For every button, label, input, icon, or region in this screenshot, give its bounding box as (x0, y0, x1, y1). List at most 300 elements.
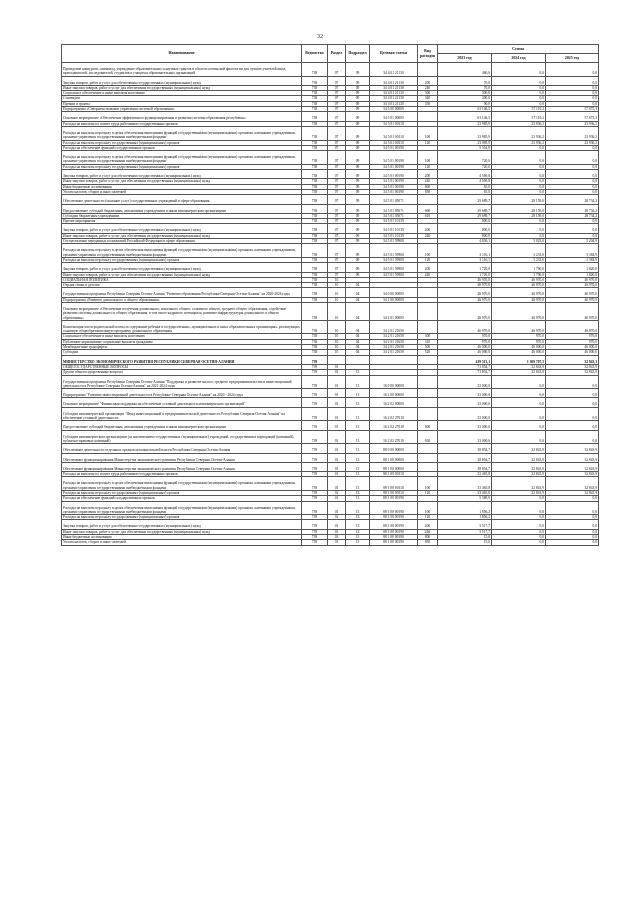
cell-y1: 300,0 (438, 91, 492, 96)
cell-y3: 970,0 (546, 339, 599, 344)
table-row (62, 355, 599, 364)
cell-y1: 3 116,1 (438, 244, 492, 258)
cell-y1: 29 689,7 (438, 204, 492, 213)
cell-y1: 23 985,9 (438, 126, 492, 140)
cell-rz: 07 (328, 257, 346, 262)
table-row (62, 195, 599, 204)
cell-y3: 0,0 (546, 520, 599, 529)
cell-rz: 01 (328, 370, 346, 375)
cell-pr: 13 (346, 453, 370, 462)
cell-y2: 970,0 (492, 334, 546, 339)
cell-ved: 738 (302, 239, 328, 244)
cell-y2: 28 159,0 (492, 204, 546, 213)
cell-y3: 0,0 (546, 515, 599, 520)
cell-rz: 10 (328, 283, 346, 288)
cell-y2: 0,0 (492, 407, 546, 421)
cell-y1: 29 689,7 (438, 195, 492, 204)
cell-y1: 800,0 (438, 219, 492, 224)
cell-cs: 88 1 00 00110 (370, 491, 418, 496)
cell-y2: 0,0 (492, 145, 546, 150)
cell-name: Расходы на выплаты персоналу в целях обеспечения выполнения функций государственными (муниципальными) органами, казенными учреждениями, органами управления государственными внебюджетными фондами (62, 244, 302, 258)
cell-y2: 46 000,0 (492, 350, 546, 355)
cell-cs: 88 0 00 00000 (370, 444, 418, 453)
cell-y3: 970,0 (546, 334, 599, 339)
cell-y1: 33 465,8 (438, 491, 492, 496)
cell-vr (418, 63, 438, 77)
cell-y1: 46 970,0 (438, 320, 492, 334)
table-row (62, 288, 599, 297)
cell-ved: 738 (302, 140, 328, 145)
cell-pr: 09 (346, 179, 370, 184)
cell-y2: 5 023,0 (492, 239, 546, 244)
cell-y3: 0,0 (546, 91, 599, 96)
cell-pr: 09 (346, 189, 370, 194)
cell-rz: 01 (328, 535, 346, 540)
cell-cs: 34 5 01 00110 (370, 121, 418, 126)
cell-pr: 09 (346, 224, 370, 233)
cell-ved: 738 (302, 189, 328, 194)
cell-ved: 738 (302, 76, 328, 85)
cell-pr: 13 (346, 407, 370, 421)
cell-rz: 07 (328, 195, 346, 204)
cell-y1: 71 854,7 (438, 370, 492, 375)
cell-name: Расходы на обеспечение функций государственных органов (62, 145, 302, 150)
cell-vr: 100 (418, 477, 438, 491)
cell-ved: 738 (302, 350, 328, 355)
cell-rz: 10 (328, 277, 346, 282)
cell-name: Предоставление субсидий бюджетным, автономным учреждениям и иным некоммерческим организациям (62, 421, 302, 430)
cell-vr: 200 (418, 76, 438, 85)
cell-y1: 33 465,8 (438, 477, 492, 491)
cell-cs: 34 5 00 00000 (370, 107, 418, 112)
cell-pr: 04 (346, 302, 370, 320)
cell-y1: 46 970,0 (438, 302, 492, 320)
cell-pr: 13 (346, 535, 370, 540)
cell-y3: 0,0 (546, 529, 599, 534)
cell-cs: 88 1 00 00190 (370, 535, 418, 540)
header-ministry: Ведомство (302, 45, 328, 63)
cell-vr: 600 (418, 421, 438, 430)
cell-pr: 04 (346, 339, 370, 344)
cell-name: Закупка товаров, работ и услуг для обеспечения государственных (муниципальных) нужд (62, 263, 302, 272)
cell-rz: 10 (328, 297, 346, 302)
cell-y1: 38 854,7 (438, 462, 492, 471)
cell-y2: 57 119,2 (492, 112, 546, 121)
cell-y1: 419 513,1 (438, 355, 492, 364)
cell-y2: 0,0 (492, 184, 546, 189)
cell-name: Публичные нормативные социальные выплаты гражданам (62, 339, 302, 344)
cell-y3: 0,0 (546, 535, 599, 540)
cell-rz: 07 (328, 263, 346, 272)
cell-y1: 5 354,8 (438, 145, 492, 150)
cell-cs: 34 2 00 00000 (370, 297, 418, 302)
cell-y1: 90,0 (438, 101, 492, 106)
cell-name: Расходы на выплаты персоналу государственных (муниципальных) органов (62, 491, 302, 496)
cell-name: Расходы на выплаты персоналу в целях обеспечения выполнения функций государственными (муниципальными) органами, казенными учреждениями, органами управления государственными внебюджетными фондами (62, 151, 302, 165)
cell-y3: 0,0 (546, 76, 599, 85)
table-row (62, 76, 599, 85)
cell-vr: 200 (418, 520, 438, 529)
cell-name: Расходы на выплаты персоналу в целях обеспечения выполнения функций государственными (муниципальными) органами, казенными учреждениями, органами управления государственными внебюджетными фондами (62, 501, 302, 515)
cell-y1: 1 720,0 (438, 272, 492, 277)
cell-cs: 34 5 01 00110 (370, 140, 418, 145)
cell-pr: 09 (346, 239, 370, 244)
cell-pr (346, 355, 370, 364)
table-row (62, 389, 599, 398)
cell-y3: 0,0 (546, 496, 599, 501)
cell-cs: 88 1 00 00190 (370, 496, 418, 501)
cell-ved: 738 (302, 297, 328, 302)
cell-y3: 46 970,0 (546, 320, 599, 334)
cell-name: Иные закупки товаров, работ и услуг для обеспечения государственных (муниципальных) нужд (62, 179, 302, 184)
cell-ved: 738 (302, 96, 328, 101)
cell-cs: 34 4 01 21130 (370, 101, 418, 106)
cell-vr: 520 (418, 350, 438, 355)
cell-ved: 739 (302, 491, 328, 496)
cell-y2: 0,0 (492, 101, 546, 106)
cell-rz: 07 (328, 76, 346, 85)
table-row (62, 112, 599, 121)
cell-ved: 738 (302, 272, 328, 277)
cell-y1: 720,0 (438, 151, 492, 165)
cell-y3: 32 843,9 (546, 370, 599, 375)
cell-y1: 33 000,0 (438, 389, 492, 398)
cell-y2: 0,0 (492, 421, 546, 430)
table-row (62, 63, 599, 77)
cell-y2: 32 843,9 (492, 453, 546, 462)
cell-pr: 09 (346, 101, 370, 106)
cell-name: Иные бюджетные ассигнования (62, 535, 302, 540)
cell-y3: 0,0 (546, 145, 599, 150)
cell-vr: 630 (418, 430, 438, 444)
page-number: 32 (317, 34, 323, 40)
cell-y1: 46 970,0 (438, 277, 492, 282)
cell-rz: 10 (328, 302, 346, 320)
cell-rz: 10 (328, 339, 346, 344)
cell-pr: 09 (346, 233, 370, 238)
cell-y3: 46 970,0 (546, 297, 599, 302)
cell-cs: 16 2 02 27010 (370, 421, 418, 430)
cell-cs: 34 4 01 21130 (370, 85, 418, 90)
cell-vr: 600 (418, 204, 438, 213)
cell-y3: 0,0 (546, 224, 599, 233)
cell-y1: 460,0 (438, 63, 492, 77)
cell-pr: 13 (346, 430, 370, 444)
table-row (62, 204, 599, 213)
cell-y1: 23 985,9 (438, 140, 492, 145)
cell-rz: 01 (328, 389, 346, 398)
cell-cs: 88 1 00 00190 (370, 540, 418, 545)
cell-y2: 0,0 (492, 501, 546, 515)
table-row (62, 421, 599, 430)
cell-rz: 01 (328, 407, 346, 421)
cell-y2: 0,0 (492, 63, 546, 77)
cell-name: Основное мероприятие "Финансовая поддержка на обеспечение уставной деятельности некоммерческих организаций" (62, 398, 302, 407)
cell-y3: 0,0 (546, 179, 599, 184)
cell-vr: 200 (418, 170, 438, 179)
cell-name: Субсидии (62, 350, 302, 355)
cell-cs: 88 1 00 00190 (370, 520, 418, 529)
cell-cs: 88 1 00 00190 (370, 501, 418, 515)
cell-vr (418, 407, 438, 421)
cell-pr: 09 (346, 151, 370, 165)
cell-y1: 15,0 (438, 535, 492, 540)
table-row (62, 540, 599, 545)
cell-rz: 10 (328, 334, 346, 339)
cell-cs: 34 2 01 21650 (370, 334, 418, 339)
cell-y1: 33 000,0 (438, 375, 492, 389)
header-target: Целевая статья (370, 45, 418, 63)
cell-ved: 738 (302, 277, 328, 282)
cell-ved: 738 (302, 213, 328, 218)
cell-name: Уплата налогов, сборов и иных платежей (62, 189, 302, 194)
cell-vr (418, 398, 438, 407)
cell-vr: 300 (418, 334, 438, 339)
cell-pr: 13 (346, 501, 370, 515)
cell-y2: 0,0 (492, 430, 546, 444)
cell-vr (418, 195, 438, 204)
cell-cs (370, 355, 418, 364)
cell-rz: 07 (328, 151, 346, 165)
table-row (62, 398, 599, 407)
header-year-2023: 2023 год (438, 54, 492, 63)
cell-name: Государственная программа Республики Северная Осетия-Алания "Поддержка и развитие малого, среднего предпринимательства и инвестиционной деятельности в Республике Северная Осетия-Алания" на 2021-2024 годы (62, 375, 302, 389)
cell-y3: 32 843,9 (546, 444, 599, 453)
cell-rz: 07 (328, 126, 346, 140)
cell-pr: 09 (346, 244, 370, 258)
cell-rz: 01 (328, 462, 346, 471)
table-row (62, 126, 599, 140)
cell-y1: 23 985,9 (438, 121, 492, 126)
cell-y1: 720,0 (438, 164, 492, 169)
cell-cs: 34 4 01 21130 (370, 76, 418, 85)
cell-y2: 57 119,2 (492, 107, 546, 112)
cell-name: Закупка товаров, работ и услуг для обеспечения государственных (муниципальных) нужд (62, 76, 302, 85)
cell-y2: 28 159,0 (492, 195, 546, 204)
cell-rz: 07 (328, 145, 346, 150)
cell-rz: 01 (328, 477, 346, 491)
cell-name: Расходы на выплаты персоналу государственных (муниципальных) органов (62, 257, 302, 262)
cell-cs: 88 1 00 00000 (370, 462, 418, 471)
cell-pr: 09 (346, 195, 370, 204)
cell-y1: 63 146,5 (438, 107, 492, 112)
cell-y2: 32 843,9 (492, 477, 546, 491)
cell-y3: 32 843,9 (546, 364, 599, 369)
cell-y2: 0,0 (492, 389, 546, 398)
cell-y2: 0,0 (492, 91, 546, 96)
cell-y1: 800,0 (438, 224, 492, 233)
cell-y3: 46 970,0 (546, 302, 599, 320)
cell-rz: 07 (328, 85, 346, 90)
cell-ved: 738 (302, 107, 328, 112)
table-row (62, 407, 599, 421)
cell-cs: 34 5 01 10139 (370, 224, 418, 233)
cell-y2: 23 936,2 (492, 140, 546, 145)
cell-y3: 0,0 (546, 430, 599, 444)
cell-y3: 32 843,9 (546, 453, 599, 462)
cell-y3: 46 000,0 (546, 350, 599, 355)
cell-y3: 0,0 (546, 501, 599, 515)
cell-ved: 738 (302, 179, 328, 184)
cell-y3: 0,0 (546, 407, 599, 421)
cell-rz: 07 (328, 272, 346, 277)
cell-y2: 0,0 (492, 164, 546, 169)
cell-vr: 120 (418, 140, 438, 145)
cell-ved: 739 (302, 515, 328, 520)
cell-y3: 0,0 (546, 219, 599, 224)
cell-pr: 04 (346, 350, 370, 355)
cell-pr: 13 (346, 444, 370, 453)
cell-y1: 4 836,1 (438, 239, 492, 244)
cell-cs: 34 5 01 59900 (370, 257, 418, 262)
cell-y1: 65,0 (438, 184, 492, 189)
cell-ved: 739 (302, 501, 328, 515)
cell-y2: 32 843,9 (492, 491, 546, 496)
cell-y2: 0,0 (492, 170, 546, 179)
cell-rz: 01 (328, 472, 346, 477)
cell-y2: 0,0 (492, 219, 546, 224)
cell-cs: 34 2 01 21650 (370, 339, 418, 344)
cell-y1: 970,0 (438, 334, 492, 339)
cell-pr: 04 (346, 297, 370, 302)
cell-y2: 23 936,2 (492, 121, 546, 126)
cell-vr: 100 (418, 501, 438, 515)
cell-y1: 1 856,2 (438, 501, 492, 515)
cell-name: Расходы на выплаты персоналу государственных (муниципальных) органов (62, 140, 302, 145)
cell-name: Иные закупки товаров, работ и услуг для обеспечения государственных (муниципальных) нужд (62, 85, 302, 90)
cell-cs: 34 5 01 00190 (370, 170, 418, 179)
cell-rz: 01 (328, 501, 346, 515)
cell-rz: 07 (328, 91, 346, 96)
cell-y2: 1 309 707,5 (492, 355, 546, 364)
cell-y3: 32 843,9 (546, 472, 599, 477)
cell-y1: 63 146,5 (438, 112, 492, 121)
cell-y3: 0,0 (546, 85, 599, 90)
cell-y3: 0,0 (546, 421, 599, 430)
cell-y2: 46 000,0 (492, 345, 546, 350)
cell-y1: 4 569,8 (438, 170, 492, 179)
cell-ved: 739 (302, 444, 328, 453)
cell-vr: 850 (418, 189, 438, 194)
cell-rz: 07 (328, 184, 346, 189)
cell-name: Расходы на выплаты персоналу в целях обеспечения выполнения функций государственными (муниципальными) органами, казенными учреждениями, органами управления государственными внебюджетными фондами (62, 477, 302, 491)
cell-rz: 01 (328, 540, 346, 545)
header-subsection: Подраздел (346, 45, 370, 63)
cell-name: Расходы на выплаты по оплате труда работников государственных органов (62, 472, 302, 477)
cell-ved: 739 (302, 355, 328, 364)
cell-y2: 1 790,0 (492, 263, 546, 272)
cell-name: Компенсация части родительской платы за содержание ребенка в государственных, муниципальных и иных образовательных организациях, реализующих основную общеобразовательную программу дошкольного образования (62, 320, 302, 334)
cell-cs: 34 5 01 59900 (370, 244, 418, 258)
cell-pr: 09 (346, 121, 370, 126)
cell-y1: 1 720,0 (438, 263, 492, 272)
cell-vr: 120 (418, 515, 438, 520)
cell-y3: 57 875,3 (546, 112, 599, 121)
cell-name: Предоставление субсидий бюджетным, автономным учреждениям и иным некоммерческим организациям (62, 204, 302, 213)
cell-vr (418, 320, 438, 334)
cell-ved: 739 (302, 370, 328, 375)
cell-cs: 34 2 01 21650 (370, 320, 418, 334)
cell-vr: 340 (418, 96, 438, 101)
cell-y2: 23 936,2 (492, 126, 546, 140)
cell-y2: 32 843,9 (492, 370, 546, 375)
cell-name: Осуществление переданных полномочий Российской Федерации в сфере образования (62, 239, 302, 244)
cell-rz: 07 (328, 219, 346, 224)
table-row (62, 462, 599, 471)
cell-y3: 46 970,0 (546, 277, 599, 282)
cell-pr: 09 (346, 219, 370, 224)
cell-pr: 09 (346, 170, 370, 179)
cell-y3: 0,0 (546, 170, 599, 179)
cell-cs: 88 1 00 00110 (370, 477, 418, 491)
cell-y2: 3 233,0 (492, 244, 546, 258)
cell-y2: 0,0 (492, 85, 546, 90)
table-row (62, 453, 599, 462)
cell-name: Субсидии некоммерческим организациям (за исключением государственных (муниципальных) учреждений, государственных корпораций (компаний), публично-правовых компаний) (62, 430, 302, 444)
cell-pr: 09 (346, 85, 370, 90)
cell-y1: 3 517,7 (438, 520, 492, 529)
cell-y2: 0,0 (492, 151, 546, 165)
cell-name: Субсидии бюджетным учреждениям (62, 213, 302, 218)
cell-ved: 738 (302, 257, 328, 262)
cell-ved: 738 (302, 224, 328, 233)
cell-pr: 09 (346, 91, 370, 96)
cell-vr: 100 (418, 151, 438, 165)
cell-y2: 32 843,9 (492, 462, 546, 471)
cell-rz: 07 (328, 233, 346, 238)
cell-cs: 34 2 01 00000 (370, 302, 418, 320)
cell-y3: 0,0 (546, 189, 599, 194)
cell-y1: 1 856,2 (438, 515, 492, 520)
cell-pr: 09 (346, 126, 370, 140)
cell-rz: 10 (328, 288, 346, 297)
cell-y2: 0,0 (492, 76, 546, 85)
cell-cs: 88 1 00 00110 (370, 472, 418, 477)
cell-y3: 0,0 (546, 96, 599, 101)
cell-name: Обеспечение функционирования Министерства экономического развития Республики Северная Осетия-Алания (62, 462, 302, 471)
cell-pr: 09 (346, 204, 370, 213)
cell-ved: 739 (302, 477, 328, 491)
cell-name: Охрана семьи и детства (62, 283, 302, 288)
cell-y2: 970,0 (492, 339, 546, 344)
cell-y3: 3 384,9 (546, 257, 599, 262)
table-row (62, 477, 599, 491)
cell-y1: 4 569,8 (438, 179, 492, 184)
cell-rz: 01 (328, 421, 346, 430)
cell-name: Закупка товаров, работ и услуг для обеспечения государственных (муниципальных) нужд (62, 520, 302, 529)
cell-pr: 09 (346, 263, 370, 272)
cell-ved: 739 (302, 453, 328, 462)
cell-rz: 07 (328, 121, 346, 126)
cell-vr: 240 (418, 529, 438, 534)
cell-y3: 0,0 (546, 184, 599, 189)
cell-vr (418, 112, 438, 121)
cell-pr: 09 (346, 184, 370, 189)
cell-cs: 16 0 00 00000 (370, 375, 418, 389)
cell-pr: 09 (346, 76, 370, 85)
cell-rz: 07 (328, 204, 346, 213)
cell-name: Обеспечение функционирования Министерства экономического развития Республики Северная Осетия-Алания (62, 453, 302, 462)
cell-name: СОЦИАЛЬНАЯ ПОЛИТИКА (62, 277, 302, 282)
cell-cs: 34 5 01 00190 (370, 184, 418, 189)
cell-y2: 0,0 (492, 398, 546, 407)
cell-vr: 120 (418, 164, 438, 169)
cell-name: Межбюджетные трансферты (62, 345, 302, 350)
cell-name: Социальное обеспечение и иные выплаты населению (62, 334, 302, 339)
cell-y3: 3 384,9 (546, 244, 599, 258)
cell-rz: 07 (328, 189, 346, 194)
cell-ved: 738 (302, 302, 328, 320)
